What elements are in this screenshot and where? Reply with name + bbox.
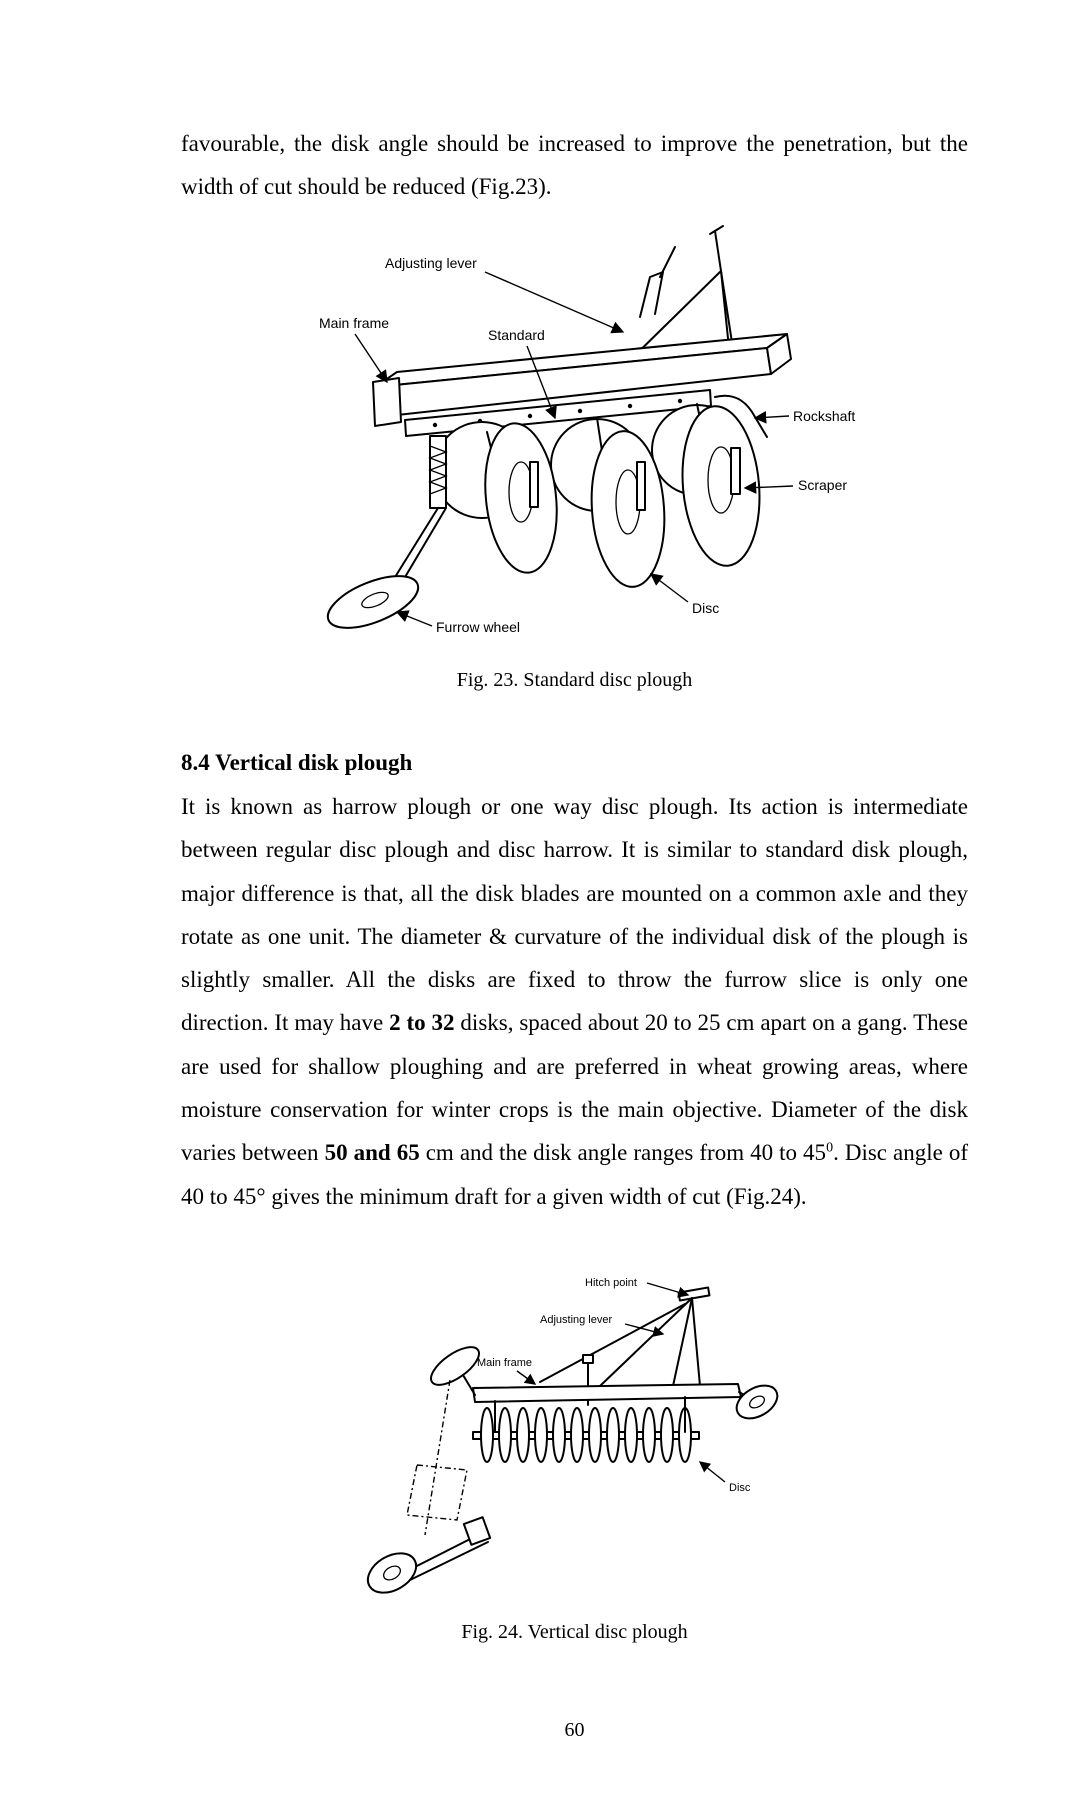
gang-disc [499, 1408, 511, 1462]
label-adjusting-lever: Adjusting lever [385, 255, 477, 271]
adjusting-lever-handle [710, 226, 723, 234]
label-hitch-point: Hitch point [585, 1277, 637, 1289]
page-number: 60 [564, 1719, 585, 1741]
standard-bolt [578, 409, 582, 413]
figure-23-standard-disc-plough [315, 222, 875, 642]
paragraph-text: . Disc angle of 40 to 45° gives the minimum draft for a given width of cut (Fig.24). [181, 1140, 968, 1209]
paragraph-bold-diameter: 50 and 65 [324, 1140, 420, 1166]
paragraph-text: disks, spaced about 20 to 25 cm apart on a gang. These are used for shallow ploughing and are preferred in wheat growing areas, where moisture conservation for winter crops is the main objective. Diameter of the disk varies between [181, 1010, 969, 1166]
scraper-2 [637, 462, 645, 510]
figure-24-caption: Fig. 24. Vertical disc plough [461, 1621, 688, 1643]
main-frame-beam [473, 1384, 741, 1402]
paragraph-text: It is known as harrow plough or one way disc plough. Its action is intermediate between regular disc plough and disc harrow. It is similar to standard disk plough, major difference is that, all the disk blades are mounted on a common axle and they rotate as one unit. The diameter & curvature of the individual disk of the plough is slightly smaller. All the disks are fixed to throw the furrow slice is only one direction. It may have [181, 794, 968, 1036]
label-main-frame: Main frame [477, 1357, 533, 1369]
pointer-adjusting-lever [485, 272, 623, 332]
standard-bolt [678, 399, 682, 403]
figure-23-caption: Fig. 23. Standard disc plough [456, 669, 693, 691]
transport-arm-dashed [425, 1380, 450, 1535]
scraper-3 [731, 448, 740, 494]
adjusting-lever-rod [715, 231, 721, 271]
gang-disc [571, 1408, 583, 1462]
paragraph-superscript: 0 [826, 1140, 834, 1156]
label-rockshaft: Rockshaft [793, 408, 856, 424]
figure-24-vertical-disc-plough [355, 1270, 785, 1610]
front-wheel-arm [463, 1375, 475, 1395]
adjusting-lever-link [660, 247, 675, 277]
pointer-hitch-point [647, 1283, 688, 1295]
gang-disc [643, 1408, 655, 1462]
pointer-main-frame [517, 1371, 535, 1384]
section-paragraph [181, 785, 968, 1218]
pointer-disc [651, 574, 688, 602]
hitch-frame-leg-mid [673, 1298, 692, 1386]
intro-paragraph: favourable, the disk angle should be increased to improve the penetration, but the width of cut should be reduced (Fig.23). [181, 131, 968, 200]
label-main-frame: Main frame [319, 315, 390, 331]
standard-bolt [433, 423, 437, 427]
gang-disc [517, 1408, 529, 1462]
paragraph-bold-disk-count: 2 to 32 [389, 1010, 455, 1036]
paragraph-text: cm and the disk angle ranges from 40 to 45 [419, 1140, 827, 1166]
label-disc: Disc [729, 1482, 751, 1494]
label-scraper: Scraper [798, 477, 848, 493]
furrow-wheel [321, 565, 425, 638]
label-disc: Disc [692, 600, 720, 616]
adjusting-lever-quadrant [640, 272, 663, 317]
section-heading: 8.4 Vertical disk plough [181, 750, 413, 775]
front-wheel [425, 1340, 485, 1392]
land-wheel [361, 1545, 423, 1600]
label-furrow-wheel: Furrow wheel [436, 619, 521, 635]
standard-bolt [528, 414, 532, 418]
standard-bolt [628, 404, 632, 408]
main-frame-bracket [373, 378, 401, 426]
pointer-disc [700, 1462, 725, 1482]
gang-disc [607, 1408, 619, 1462]
pointer-furrow-wheel [397, 612, 432, 626]
label-adjusting-lever: Adjusting lever [540, 1314, 613, 1326]
gang-disc [589, 1408, 601, 1462]
gang-disc [535, 1408, 547, 1462]
pointer-rockshaft [755, 416, 789, 418]
land-wheel-arm-brace [410, 1542, 488, 1580]
label-standard: Standard [488, 327, 545, 343]
transport-frame-dashed [407, 1465, 467, 1520]
gang-disc [481, 1408, 493, 1462]
gang-disc [625, 1408, 637, 1462]
hitch-frame-leg-right [692, 1298, 700, 1386]
lever-post-cap [583, 1355, 593, 1363]
scraper-1 [530, 462, 538, 507]
gang-disc [553, 1408, 565, 1462]
pointer-main-frame [355, 334, 387, 382]
gang-disc [661, 1408, 673, 1462]
